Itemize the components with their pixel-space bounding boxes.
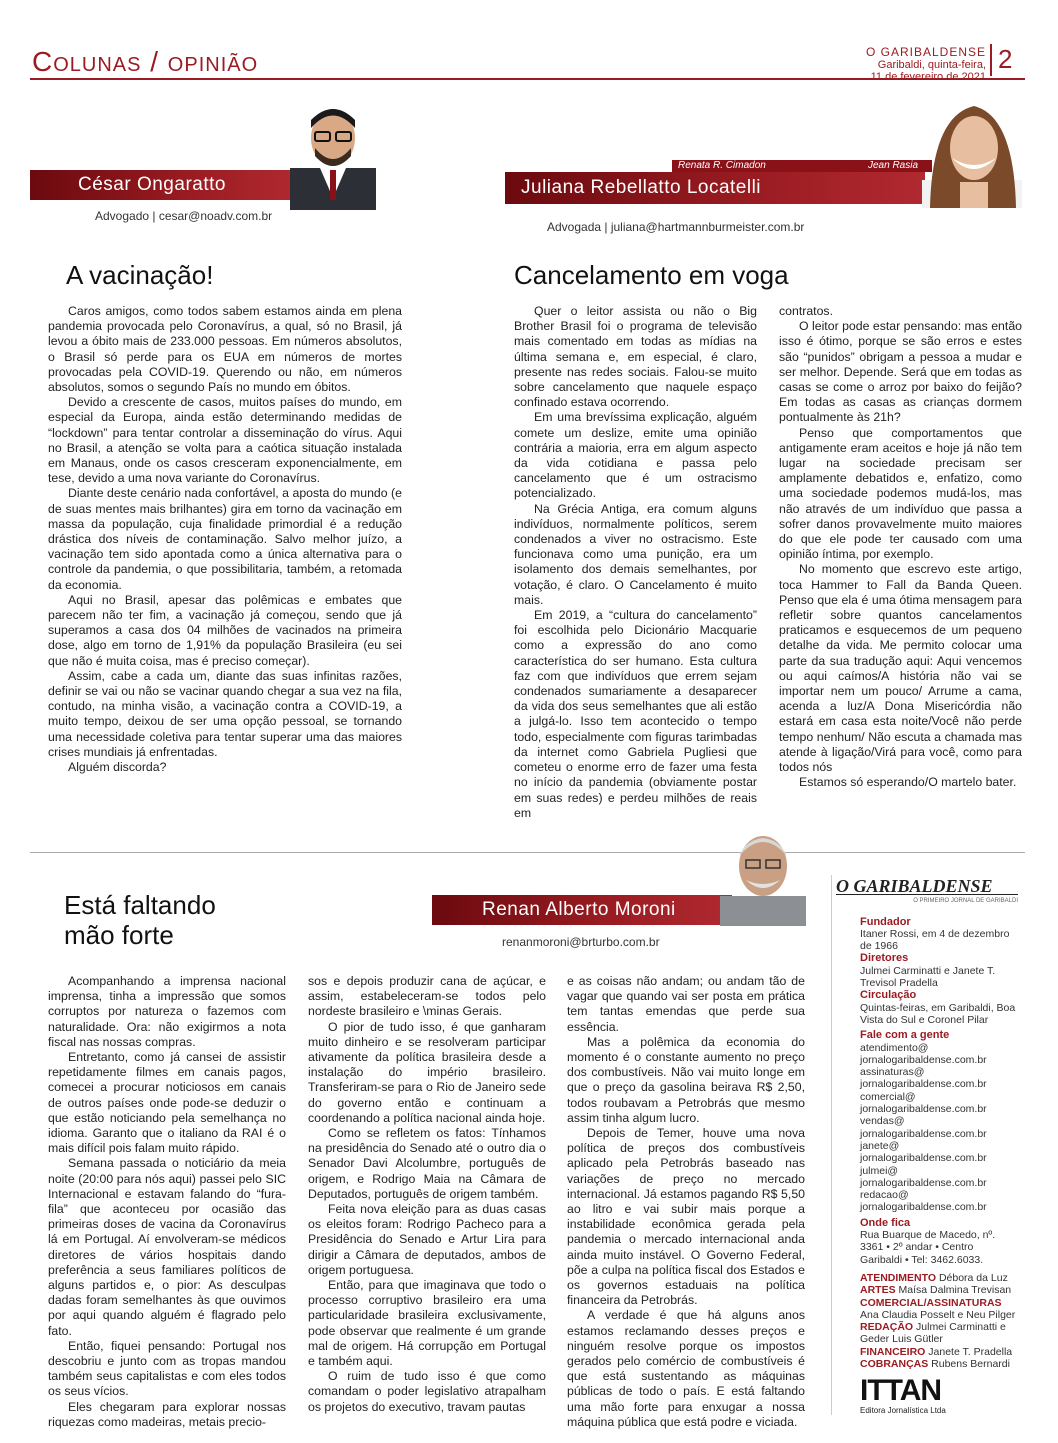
- paper-name: O GARIBALDENSE: [865, 45, 986, 59]
- paper-logo: O GARIBALDENSE: [836, 880, 1018, 895]
- author-meta: renanmoroni@brturbo.com.br: [502, 935, 660, 949]
- section-title: Colunas / opinião: [32, 46, 259, 77]
- header-separator: [990, 44, 992, 76]
- email[interactable]: redacao@: [860, 1189, 909, 1202]
- sidebar-divider: [831, 875, 832, 1415]
- paragraph: Entretanto, como já cansei de assistir repetidamente filmes em canais pagos, comecei a procurar noticiosos em canais de outros países onde pode-se deduzir o que estão noticiando pela semelhança no idioma. Garanto que o italiano da RAI é o mais difícil pois falam muito rápido.: [48, 1050, 286, 1156]
- staff-name: Ana Claudia Posselt e Neu Pilger: [860, 1308, 1016, 1321]
- staff-role: FINANCEIRO: [860, 1345, 926, 1358]
- paragraph: Assim, cabe a cada um, diante das suas infinitas razões, definir se vai ou não se vacinar quando chegar a sua vez na fila, contudo, na minha visão, a vacinação contra a COVID-19, a muito tempo, deixou de ser uma opção pessoal, se tornando uma necessidade coletiva para tentar superar uma das maiores crises mundiais já enfrentadas.: [48, 668, 402, 759]
- paragraph: O ruim de tudo isso é que como comandam o poder legislativo atrapalham os projetos do executivo, travam pautas: [308, 1369, 546, 1414]
- credit-strip: [672, 160, 932, 172]
- staff-role: COBRANÇAS: [860, 1357, 929, 1370]
- paragraph: O pior de tudo isso, é que ganharam muito dinheiro e se resolveram participar ativamente da política brasileira desde a instalação do império brasileiro. Transferiram-se para o Rio de Janeiro sede do governo então e continuam a coordenando a política nacional ainda hoje.: [308, 1019, 546, 1125]
- staff-item: [860, 1284, 1018, 1296]
- paragraph: Feita nova eleição para as duas casas os eleitos foram: Rodrigo Pacheco para a Presidência do Senado e Artur Lira para dirigir a Câmara de deputados, ambos de origem portuguesa.: [308, 1202, 546, 1277]
- staff-role: REDAÇÃO: [860, 1321, 914, 1334]
- author-photo-juliana: [922, 96, 1022, 208]
- masthead-info: [866, 46, 986, 83]
- email[interactable]: vendas@: [860, 1115, 905, 1128]
- title-line: mão forte: [64, 920, 174, 950]
- paragraph: A verdade é que há alguns anos estamos reclamando desses preços e ninguém resolve porque os impostos gerados pelo comércio de combustíveis é que está sustentando as máquinas públicas de todo o país. E está faltando uma mão forte para enxugar a nossa máquina pública que está podre e viciada.: [567, 1308, 805, 1429]
- circulacao: Quintas-feiras, em Garibaldi, Boa Vista do Sul e Coronel Pilar: [860, 1001, 1016, 1026]
- article-body-col3b: [308, 974, 546, 1415]
- author-photo-cesar: [290, 98, 376, 210]
- paragraph: Depois de Temer, houve uma nova política de preços dos combustíveis aplicado pela Petrobrás baseado nas variações de preço no mercado internacional. Já estamos pagando R$ 5,50 ao litro e vai subir mais porque a instabilidade econômica gerada pela pandemia o mercado internacional anda ainda muito instável. O Governo Federal, põe a culpa na política fiscal dos Estados e os governos estaduais na política financeira da Petrobrás.: [567, 1126, 805, 1308]
- paragraph: Eles chegaram para explorar nossas riquezas como madeiras, metais precio-: [48, 1399, 286, 1429]
- email[interactable]: comercial@: [860, 1090, 916, 1103]
- email[interactable]: julmei@: [860, 1164, 899, 1177]
- author-name: Renan Alberto Moroni: [482, 899, 676, 920]
- paragraph: e as coisas não andam; ou andam tão de vagar que quando vai ser posta em prática tem tantas emendas que perde sua essência.: [567, 974, 805, 1034]
- author-photo-renan: [720, 822, 806, 926]
- email[interactable]: janete@: [860, 1139, 900, 1152]
- label-onde: Onde fica: [860, 1216, 911, 1229]
- section-divider: [30, 852, 1025, 853]
- paragraph: O leitor pode estar pensando: mas então isso é ótimo, porque se são erros e estes são “punidos” obrigam a pessoa a mudar e ser melhor. Depende. Será que em todas as casas se come o arroz por baixo do feijão? Em todas as casas as crianças dormem pontualmente às 21h?: [779, 319, 1022, 425]
- staff-name: Julmei Carminatti e Geder Luis Gütler: [860, 1321, 1006, 1346]
- label-circulacao: Circulação: [860, 989, 917, 1002]
- label-fale: Fale com a gente: [860, 1029, 950, 1042]
- paragraph: No momento que escrevo este artigo, toca Hammer to Fall da Banda Queen. Penso que ela é uma ótima mensagem para refletir sobre quantos cancelamentos praticamos e esquecemos de um pequeno detalhe da vida. Me permito colocar uma parte da sua tradução aqui: Aqui vencemos ou aqui caímos/A história não vai se importar nem um pouco/ Arrume a cama, acenda a luz/A Dona Misericórdia não estará em casa esta noite/Você não perde tempo nenhum/ Não escuta a chamada mas atende à ligação/Virá para você, como para todos nós: [779, 562, 1022, 775]
- paragraph: Penso que comportamentos que antigamente eram aceitos e hoje já não tem lugar na sociedade precisam ser amplamente debatidos e, enfatizo, como uma sociedade podemos mudá-los, mas não através de um indivíduo que passa a sofrer danos provavelmente muito maiores do que ele pode ter causado com uma opinião íntima, por exemplo.: [779, 425, 1022, 562]
- paragraph: Caros amigos, como todos sabem estamos ainda em plena pandemia provocada pelo Coronavírus, a qual, só no Brasil, já levou a óbito mais de 233.000 pessoas. Em números absolutos, o Brasil só perde para os EUA em números de mortes provocadas pela COVID-19. Querendo ou não, em números absolutos, somos o segundo País no mundo em óbitos.: [48, 304, 402, 395]
- email[interactable]: jornalogaribaldense.com.br: [860, 1103, 987, 1116]
- article-title: Cancelamento em voga: [514, 260, 789, 290]
- staff-name: Janete T. Pradella: [928, 1345, 1013, 1358]
- email[interactable]: jornalogaribaldense.com.br: [860, 1201, 987, 1214]
- expediente: [836, 876, 1018, 1370]
- author-name: Juliana Rebellatto Locatelli: [521, 177, 762, 198]
- fundador: Itaner Rossi, em 4 de dezembro de 1966: [860, 927, 1010, 953]
- email[interactable]: atendimento@: [860, 1041, 929, 1054]
- staff-name: Rubens Bernardi: [931, 1357, 1010, 1370]
- diretores: Julmei Carminatti e Janete T. Trevisol Pradella: [860, 964, 996, 990]
- staff-role: ARTES: [860, 1284, 896, 1297]
- paragraph: Diante deste cenário nada confortável, a aposta do mundo (e de suas mentes mais brilhantes) gira em torno da vacinação em massa da população, cuja finalidade primordial é a redução drástica dos níveis de contaminação. Salvo melhor juízo, a vacinação tem sido apontada como a única alternativa para o controle da pandemia, o que possibilitaria, também, a retomada da economia.: [48, 486, 402, 592]
- label-fundador: Fundador: [860, 915, 911, 928]
- staff-item: [860, 1358, 1018, 1370]
- staff-item: [860, 1297, 1018, 1322]
- article-body-col2a: [514, 304, 757, 821]
- paragraph: Alguém discorda?: [68, 760, 167, 775]
- ittan-subtitle: Editora Jornalística Ltda: [860, 1406, 946, 1415]
- expediente-body: [836, 916, 1018, 1371]
- staff-item: [860, 1272, 1018, 1284]
- paragraph: Quer o leitor assista ou não o Big Brother Brasil foi o programa de televisão mais comentado em todas as mídias na última semana e, em especial, é claro, presente nas redes sociais. Falou-se muito sobre cancelamento que naquele espaço confinado estava ocorrendo.: [514, 304, 757, 410]
- article-body-col3a: [48, 974, 286, 1430]
- staff-list: [860, 1272, 1018, 1370]
- email[interactable]: jornalogaribaldense.com.br: [860, 1078, 987, 1091]
- article-body-col3c: [567, 974, 805, 1430]
- paragraph: Mas a polêmica da economia do momento é o constante aumento no preço dos combustíveis. Não vai muito longe em que o preço da gasolina beirava R$ 2,50, todos roubavam a Petrobrás que mesmo assim tinha algum lucro.: [567, 1034, 805, 1125]
- staff-name: Maísa Dalmina Trevisan: [898, 1284, 1012, 1297]
- article-body-col2b: [779, 304, 1022, 791]
- article-body-col1: [48, 304, 402, 775]
- staff-item: [860, 1346, 1018, 1358]
- paper-slogan: O PRIMEIRO JORNAL DE GARIBALDI: [913, 898, 1018, 905]
- title-line: Está faltando: [64, 890, 216, 920]
- paragraph: sos e depois produzir cana de açúcar, e assim, estabeleceram-se todos pelo nordeste brasileiro e \minas Gerais.: [308, 974, 546, 1019]
- paragraph: Semana passada o noticiário da meia noite (20:00 para nós aqui) passei pelo SIC Internacional e estavam falando do “fura-fila” que aconteceu por ocasião das primeiras doses de vacina da Coronavírus lá em Portugal. Aí envolveram-se médicos diretores de vários hospitais dando preferência a seus familiares políticos de alguns partidos e, o pior: As desculpas dadas foram semelhantes às que ouvimos por aqui quando alguém é flagrado pelo fato.: [48, 1156, 286, 1338]
- email[interactable]: jornalogaribaldense.com.br: [860, 1152, 987, 1165]
- paragraph: Aqui no Brasil, apesar das polêmicas e embates que parecem não ter fim, a vacinação já começou, sendo que já superamos a casa dos 04 milhões de vacinados na primeira dose, algo em torno de 1,91% da população Brasileira (eu sei que não é muita coisa, mas é preciso começar).: [48, 592, 402, 668]
- author-band-cesar: [30, 170, 300, 200]
- author-band-juliana: [505, 172, 925, 204]
- author-meta: Advogado | cesar@noadv.com.br: [95, 209, 273, 223]
- article-title: A vacinação!: [66, 260, 214, 290]
- issue-date: 11 de fevereiro de 2021: [870, 71, 986, 83]
- paragraph: Em 2019, a “cultura do cancelamento” foi escolhida pelo Dicionário Macquarie como a expressão do ano como característica do ser humano. Esta cultura faz com que indivíduos que errem sejam condenados sumariamente a desaparecer da vida dos seus semelhantes que ali estão a julgá-lo. Isso tem acontecido o tempo todo, especialmente com figuras tarimbadas da internet como Gabriela Pugliesi que cometeu o enorme erro de fazer uma festa no início da pandemia (obviamente postar em suas redes) e perdeu milhões de reais em: [514, 608, 757, 820]
- author-name: César Ongaratto: [78, 174, 226, 195]
- paragraph: Estamos só esperando/O martelo bater.: [799, 775, 1017, 790]
- paragraph: Em uma brevíssima explicação, alguém comete um deslize, emite uma opinião contrária a maioria, erra em algum aspecto da vida cotidiana e passa pelo cancelamento que é um ostracismo potencializado.: [514, 410, 757, 501]
- author-meta: Advogada | juliana@hartmannburmeister.com.br: [547, 220, 805, 234]
- paragraph: Na Grécia Antiga, era comum alguns indivíduos, normalmente políticos, serem condenados a viver no ostracismo. Este funcionava como uma punição, era um isolamento dos demais semelhantes, por votação, é claro. O Cancelamento é muito mais.: [514, 501, 757, 607]
- paragraph: Então, fiquei pensando: Portugal nos descobriu e junto com as tropas mandou também seus capitalistas e com eles todos os seus vícios.: [48, 1338, 286, 1399]
- article-title: [64, 890, 216, 950]
- ittan-wordmark: ITTAN: [860, 1374, 942, 1407]
- paragraph: Então, para que imaginava que todo o processo corruptivo brasileiro era uma particularidade brasileira exclusivamente, pode observar que realmente é um grande mal de origem. Há corrupção em Portugal e também aqui.: [308, 1278, 546, 1369]
- staff-item: [860, 1321, 1018, 1346]
- label-diretores: Diretores: [860, 952, 909, 965]
- staff-role: ATENDIMENTO: [860, 1271, 937, 1284]
- author-band-renan: [432, 895, 732, 925]
- photo-credit: Jean Rasia: [868, 160, 919, 171]
- address: Rua Buarque de Macedo, nº. 3361 • 2º andar • Centro Garibaldi • Tel: 3462.6033.: [860, 1229, 996, 1266]
- place-date: Garibaldi, quinta-feira,: [877, 59, 986, 71]
- page-number: 2: [998, 44, 1013, 74]
- photo-credit: Renata R. Cimadon: [678, 160, 766, 171]
- email[interactable]: assinaturas@: [860, 1066, 925, 1079]
- email[interactable]: jornalogaribaldense.com.br: [860, 1176, 987, 1189]
- paragraph: Devido a crescente de casos, muitos países do mundo, em especial da Europa, ainda estão determinando medidas de “lockdown” para tentar controlar a disseminação do vírus. Aqui no Brasil, a atenção se volta para a caótica situação instalada em Manaus, onde os casos cresceram exponencialmente, em tese, devido a uma nova variante do Coronavírus.: [48, 395, 402, 486]
- paragraph: contratos.: [779, 304, 833, 318]
- email[interactable]: jornalogaribaldense.com.br: [860, 1127, 987, 1140]
- paragraph: Como se refletem os fatos: Tínhamos na presidência do Senado até o outro dia o Senador Davi Alcolumbre, português de origem, e Rodrigo Maia na Câmara de Deputados, português de origem também.: [308, 1126, 546, 1201]
- staff-role: COMERCIAL/ASSINATURAS: [860, 1296, 1002, 1309]
- ittan-logo: [860, 1376, 960, 1415]
- email[interactable]: jornalogaribaldense.com.br: [860, 1053, 987, 1066]
- staff-name: Débora da Luz: [938, 1271, 1008, 1284]
- paragraph: Acompanhando a imprensa nacional imprensa, tinha a impressão que somos corruptos por natureza o fazemos com naturalidade. Ora: não exigirmos a nota fiscal nas nossas compras.: [48, 974, 286, 1049]
